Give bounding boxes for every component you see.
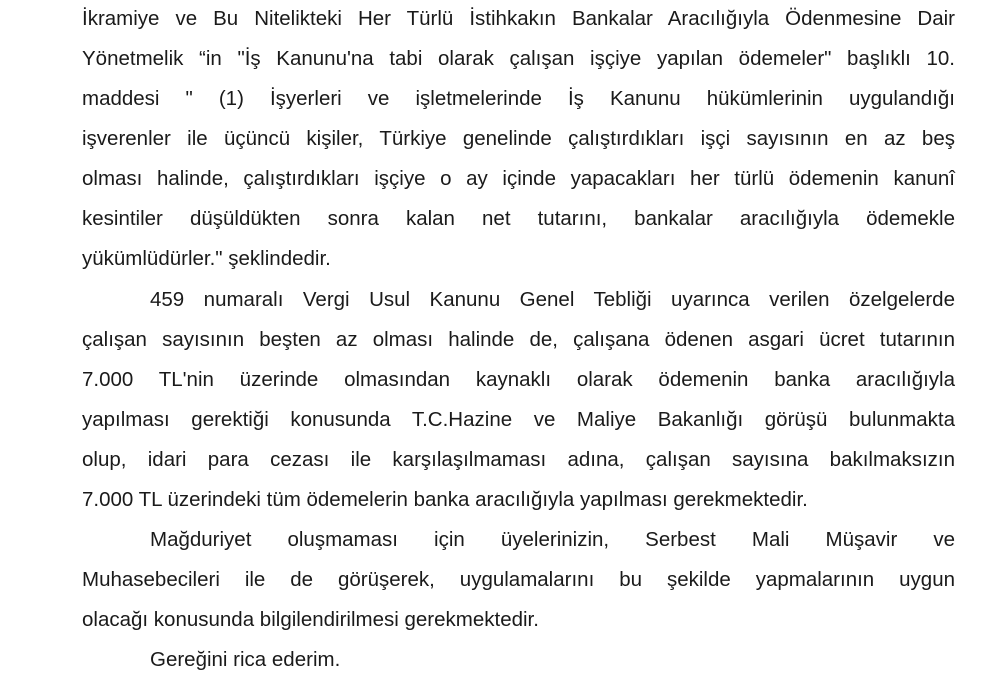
paragraph-2-line-1: 459 numaralı Vergi Usul Kanunu Genel Tebliği uyarınca verilen özelgelerde bbox=[150, 288, 955, 311]
paragraph-3-line-1: Mağduriyet oluşmaması için üyelerinizin, Serbest Mali Müşavir ve bbox=[150, 528, 955, 551]
paragraph-1-line-5: olması halinde, çalıştırdıkları işçiye o ay içinde yapacakları her türlü ödemenin kanunî bbox=[82, 167, 955, 190]
paragraph-1-line-2: Yönetmelik “in "İş Kanunu'na tabi olarak çalışan işçiye yapılan ödemeler" başlıklı 10. bbox=[82, 47, 955, 70]
paragraph-2-line-6: 7.000 TL üzerindeki tüm ödemelerin banka aracılığıyla yapılması gerekmektedir. bbox=[82, 488, 808, 511]
paragraph-2-line-5: olup, idari para cezası ile karşılaşılmaması adına, çalışan sayısına bakılmaksızın bbox=[82, 448, 955, 471]
paragraph-1-line-1: İkramiye ve Bu Nitelikteki Her Türlü İstihkakın Bankalar Aracılığıyla Ödenmesine Dair bbox=[82, 7, 955, 30]
document-page bbox=[82, 0, 955, 671]
paragraph-2-line-3: 7.000 TL'nin üzerinde olmasından kaynaklı olarak ödemenin banka aracılığıyla bbox=[82, 368, 955, 391]
paragraph-3-line-2: Muhasebecileri ile de görüşerek, uygulamalarını bu şekilde yapmalarının uygun bbox=[82, 568, 955, 591]
closing-line: Gereğini rica ederim. bbox=[150, 648, 341, 671]
paragraph-2-line-4: yapılması gerektiği konusunda T.C.Hazine ve Maliye Bakanlığı görüşü bulunmakta bbox=[82, 408, 955, 431]
paragraph-2-line-2: çalışan sayısının beşten az olması halinde de, çalışana ödenen asgari ücret tutarının bbox=[82, 328, 955, 351]
paragraph-1-line-4: işverenler ile üçüncü kişiler, Türkiye genelinde çalıştırdıkları işçi sayısının en az beş bbox=[82, 127, 955, 150]
paragraph-3-line-3: olacağı konusunda bilgilendirilmesi gerekmektedir. bbox=[82, 608, 539, 631]
paragraph-1-line-3: maddesi " (1) İşyerleri ve işletmelerinde İş Kanunu hükümlerinin uygulandığı bbox=[82, 87, 955, 110]
paragraph-1-line-6: kesintiler düşüldükten sonra kalan net tutarını, bankalar aracılığıyla ödemekle bbox=[82, 207, 955, 230]
paragraph-1-line-7: yükümlüdürler." şeklindedir. bbox=[82, 247, 331, 270]
